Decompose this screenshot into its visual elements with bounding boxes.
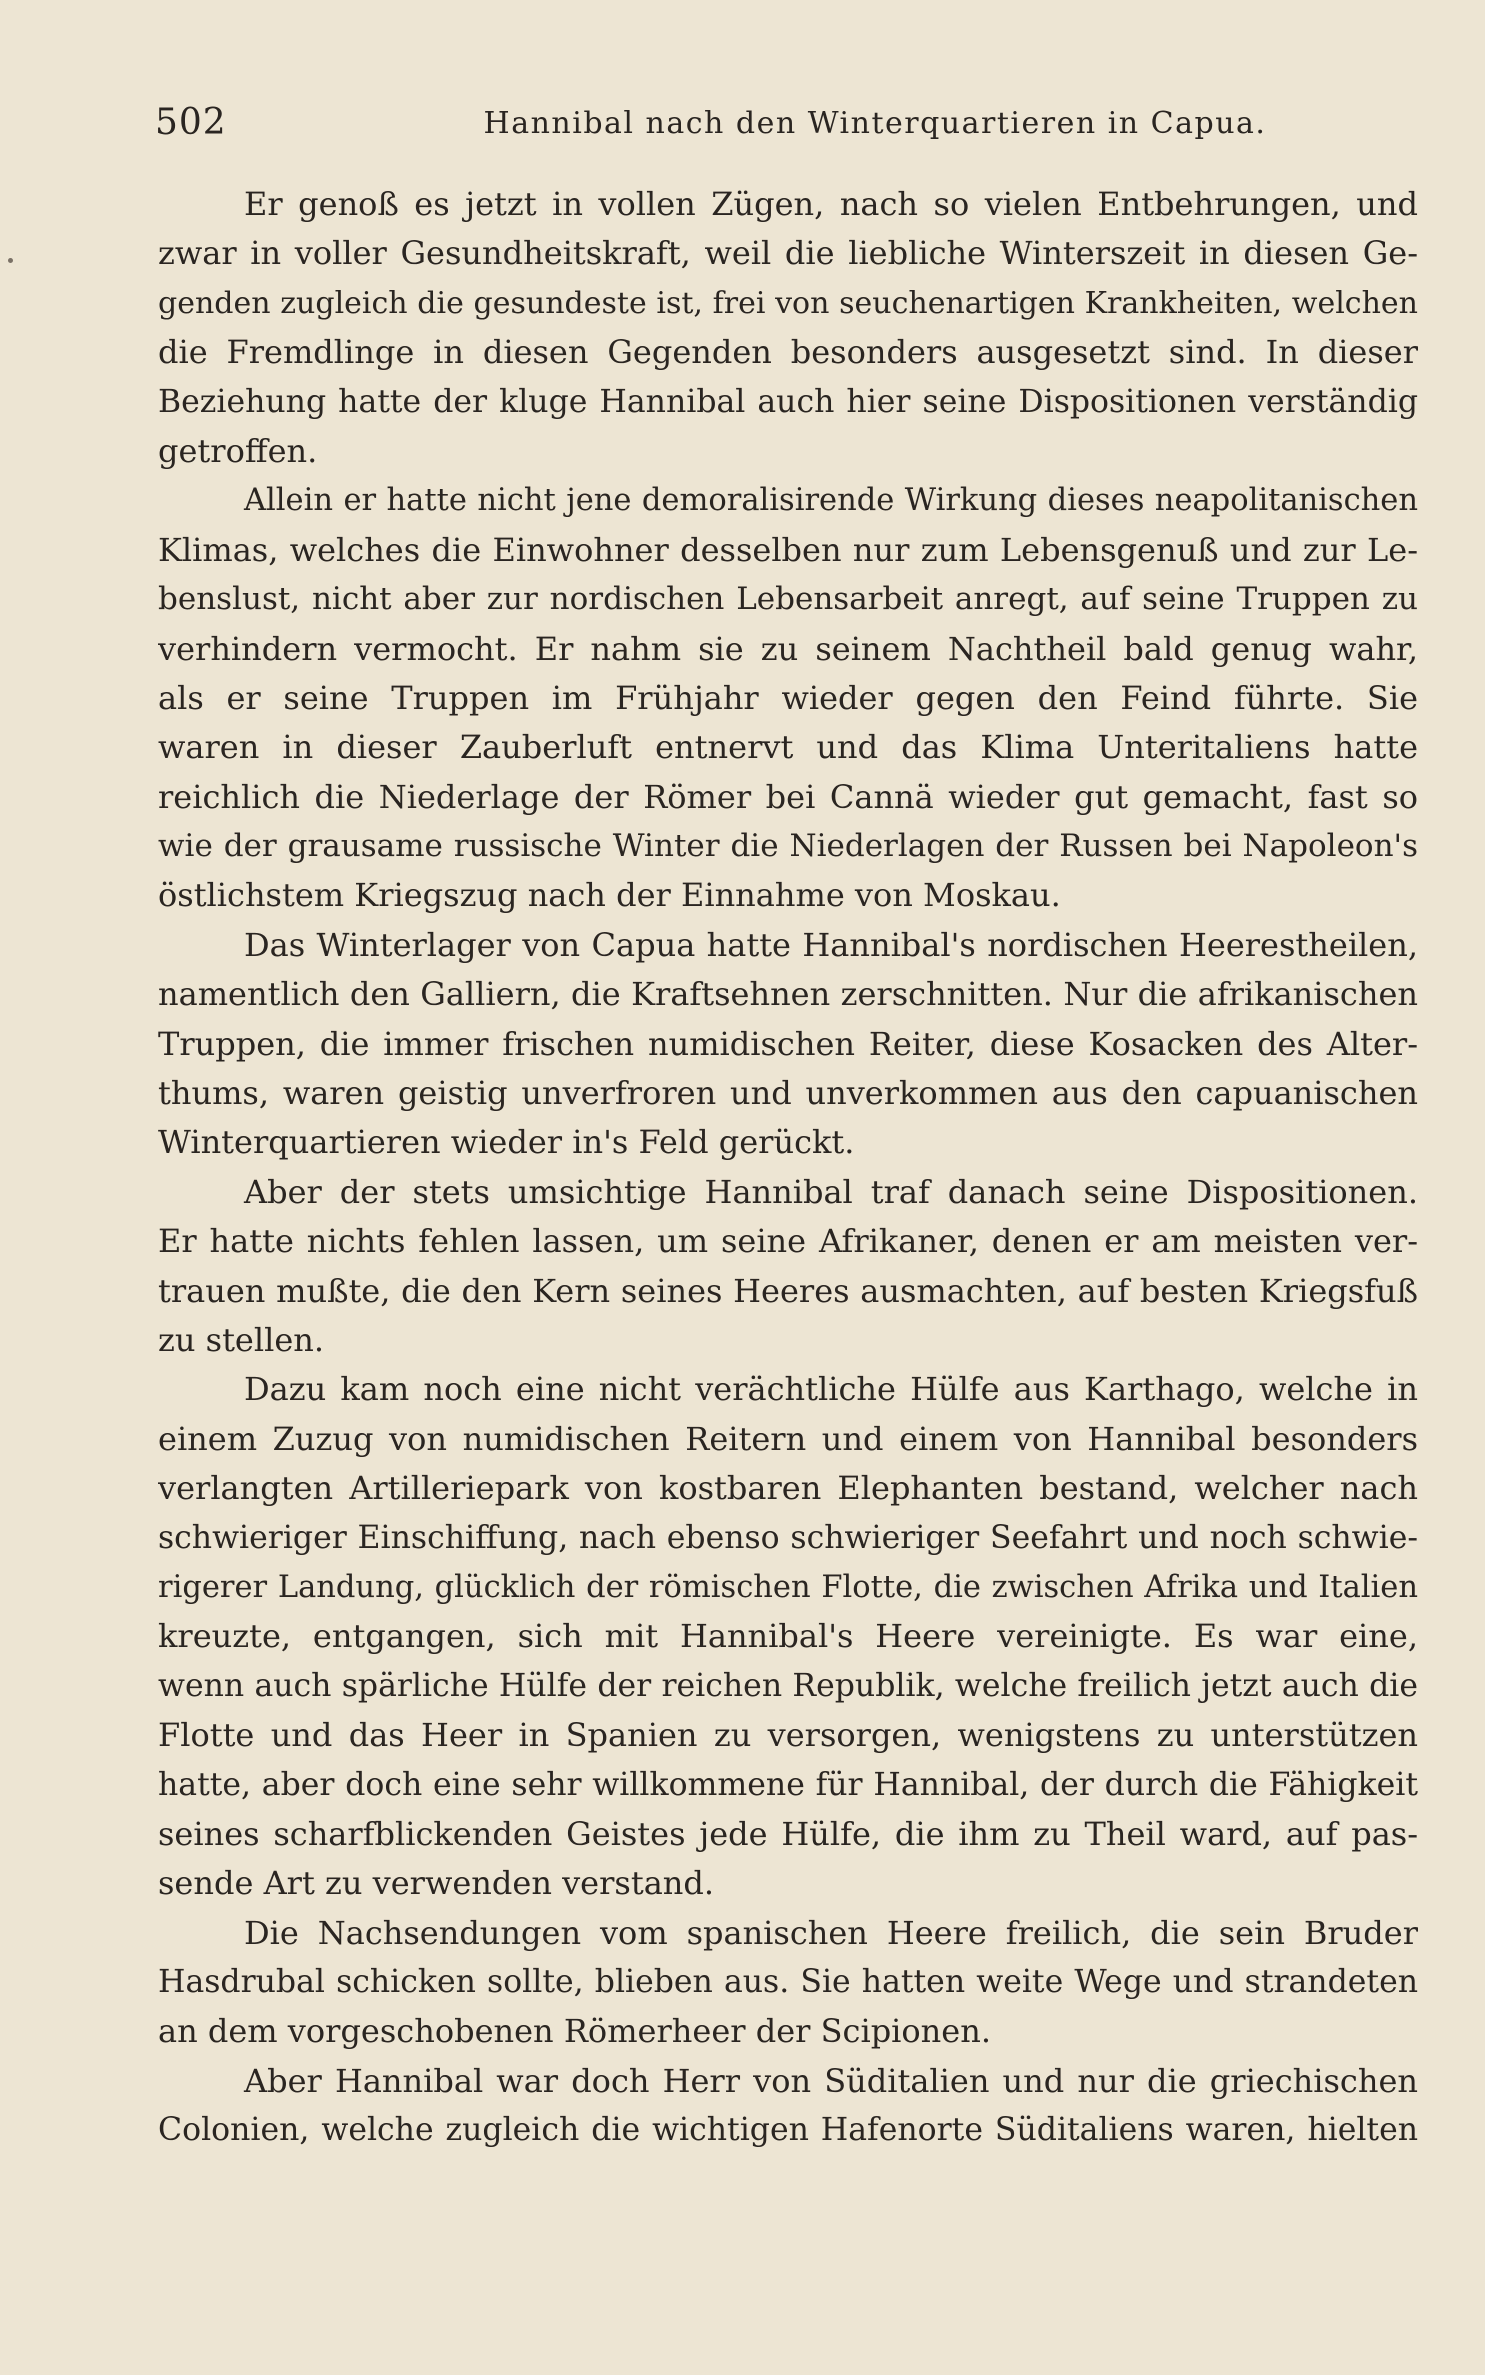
text-line: schwieriger Einschiffung, nach ebenso schwieriger Seefahrt und noch schwie-: [158, 1519, 1418, 1556]
text-line: zwar in voller Gesundheitskraft, weil die liebliche Winterszeit in diesen Ge-: [158, 234, 1418, 273]
text-line: Beziehung hatte der kluge Hannibal auch hier seine Dispositionen verständig: [158, 383, 1418, 420]
text-line: wenn auch spärliche Hülfe der reichen Republik, welche freilich jetzt auch die: [158, 1667, 1418, 1704]
text-line: getroffen.: [158, 431, 318, 470]
text-line: rigerer Landung, glücklich der römischen Flotte, die zwischen Afrika und Italien: [158, 1569, 1418, 1605]
text-line: zu stellen.: [158, 1320, 325, 1359]
text-line: Aber Hannibal war doch Herr von Süditalien und nur die griechischen: [244, 2061, 1418, 2100]
text-line: Winterquartieren wieder in's Feld gerückt.: [158, 1123, 855, 1162]
text-line: reichlich die Niederlage der Römer bei Cannä wieder gut gemacht, fast so: [158, 777, 1418, 816]
text-line: Hasdrubal schicken sollte, blieben aus. Sie hatten weite Wege und strandeten: [158, 1964, 1418, 2001]
text-line: einem Zuzug von numidischen Reitern und einem von Hannibal besonders: [158, 1419, 1418, 1458]
text-line: genden zugleich die gesundeste ist, frei von seuchenartigen Krankheiten, welchen: [158, 285, 1418, 321]
text-line: verlangten Artilleriepark von kostbaren Elephanten bestand, welcher nach: [158, 1469, 1418, 1508]
text-line: als er seine Truppen im Frühjahr wieder gegen den Feind führte. Sie: [158, 678, 1418, 717]
text-line: wie der grausame russische Winter die Niederlagen der Russen bei Napoleon's: [158, 828, 1418, 865]
text-line: benslust, nicht aber zur nordischen Lebensarbeit anregt, auf seine Truppen zu: [158, 581, 1418, 618]
text-line: die Fremdlinge in diesen Gegenden besonders ausgesetzt sind. In dieser: [158, 333, 1418, 372]
page-number: 502: [155, 102, 227, 143]
text-line: Klimas, welches die Einwohner desselben nur zum Lebensgenuß und zur Le-: [158, 530, 1418, 569]
text-line: waren in dieser Zauberluft entnervt und das Klima Unteritaliens hatte: [158, 728, 1418, 767]
text-line: verhindern vermocht. Er nahm sie zu seinem Nachtheil bald genug wahr,: [158, 629, 1418, 668]
text-line: Aber der stets umsichtige Hannibal traf danach seine Dispositionen.: [244, 1172, 1418, 1211]
text-line: Dazu kam noch eine nicht verächtliche Hülfe aus Karthago, welche in: [244, 1370, 1418, 1409]
text-line: Das Winterlager von Capua hatte Hannibal's nordischen Heerestheilen,: [244, 925, 1418, 964]
text-line: Truppen, die immer frischen numidischen Reiter, diese Kosacken des Alter-: [158, 1024, 1418, 1063]
text-line: trauen mußte, die den Kern seines Heeres ausmachten, auf besten Kriegsfuß: [158, 1271, 1418, 1310]
text-line: östlichstem Kriegszug nach der Einnahme von Moskau.: [158, 876, 1061, 915]
text-line: Flotte und das Heer in Spanien zu versorgen, wenigstens zu unterstützen: [158, 1716, 1418, 1755]
running-title: Hannibal nach den Winterquartieren in Capua.: [483, 106, 1267, 141]
text-line: namentlich den Galliern, die Kraftsehnen zerschnitten. Nur die afrikanischen: [158, 975, 1418, 1014]
margin-speck: [8, 258, 13, 263]
text-line: Die Nachsendungen vom spanischen Heere freilich, die sein Bruder: [244, 1913, 1418, 1952]
text-line: Er hatte nichts fehlen lassen, um seine Afrikaner, denen er am meisten ver-: [158, 1222, 1418, 1261]
body-text: [158, 180, 1418, 2156]
text-line: seines scharfblickenden Geistes jede Hülfe, die ihm zu Theil ward, auf pas-: [158, 1814, 1418, 1853]
text-line: an dem vorgeschobenen Römerheer der Scipionen.: [158, 2012, 991, 2051]
text-line: hatte, aber doch eine sehr willkommene für Hannibal, der durch die Fähigkeit: [158, 1766, 1418, 1803]
text-line: Allein er hatte nicht jene demoralisirende Wirkung dieses neapolitanischen: [244, 483, 1418, 519]
text-line: kreuzte, entgangen, sich mit Hannibal's Heere vereinigte. Es war eine,: [158, 1617, 1418, 1656]
text-line: thums, waren geistig unverfroren und unverkommen aus den capuanischen: [158, 1074, 1418, 1113]
text-line: Colonien, welche zugleich die wichtigen Hafenorte Süditaliens waren, hielten: [158, 2112, 1418, 2149]
text-line: Er genoß es jetzt in vollen Zügen, nach so vielen Entbehrungen, und: [244, 185, 1418, 223]
page-header: [155, 102, 1415, 152]
text-line: sende Art zu verwenden verstand.: [158, 1864, 715, 1903]
